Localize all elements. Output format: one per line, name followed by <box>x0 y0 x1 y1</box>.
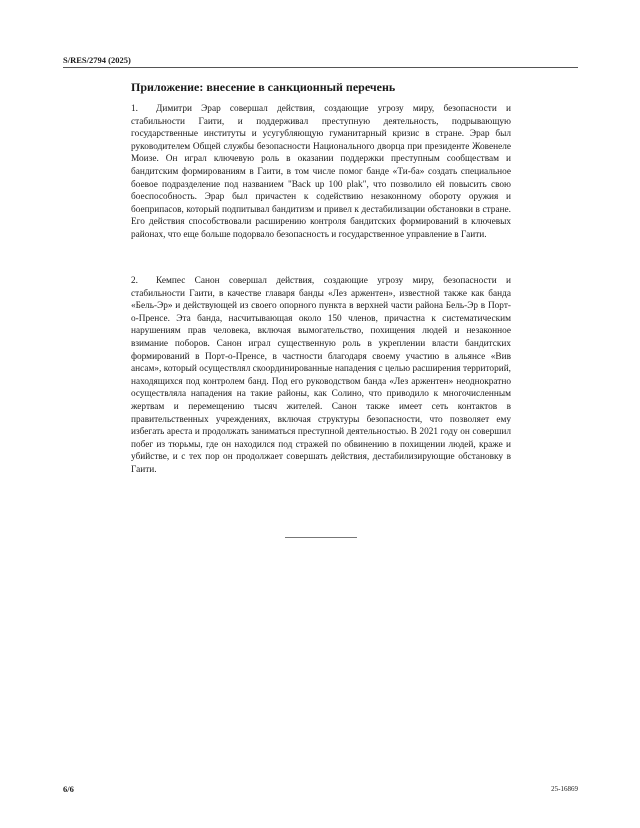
document-symbol: S/RES/2794 (2025) <box>63 55 131 65</box>
paragraph-text: Кемпес Санон совершал действия, создающие угрозу миру, безопасности и стабильности Гаити, в качестве главаря банды «Лез аржентен», известной также как банда «Бель-Эр» и действующей из своего опорного пункта в верхней части района Бель-Эр в Порт-о-Пренсе. Эта банда, насчитывающая около 150 членов, причастна к систематическим нарушениям прав человека, включая вымогательство, похищения людей и незаконное взимание поборов. Санон играл существенную роль в укреплении власти бандитских формирований в Порт-о-Пренсе, в частности благодаря своему участию в альянсе «Вив ансам», который осуществлял скоординированные нападения с целью расширения территорий, находящихся под контролем банд. Под его руководством банда «Лез аржентен» неоднократно осуществляла нападения на такие районы, как Солино, что приводило к многочисленным жертвам и перемещению тысяч жителей. Санон также имеет сеть контактов в правительственных учреждениях, включая структуры безопасности, что позволяет ему избегать ареста и продолжать заниматься преступной деятельностью. В 2021 году он совершил побег из тюрьмы, где он находился под стражей по обвинению в похищении людей, краже и убийстве, и с тех пор он продолжает совершать действия, дестабилизирующие обстановку в Гаити. <box>131 276 511 475</box>
paragraph-2 <box>131 275 511 477</box>
paragraph-number: 2. <box>131 276 138 286</box>
header-divider <box>63 67 578 68</box>
paragraph-text: Димитри Эрар совершал действия, создающие угрозу миру, безопасности и стабильности Гаити, и поддерживал преступную деятельность, подрывающую государственные институты и усугубляющую гуманитарный кризис в стране. Эрар был руководителем Общей службы безопасности Национального дворца при президенте Жовенеле Моизе. Он играл ключевую роль в оказании поддержки преступным сообществам и бандитским формированиям в Гаити, в том числе помог банде «Ти-ба» создать специальное боевое подразделение под названием "Back up 100 plak", что позволило ей повысить свою боеспособность. Эрар был причастен к содействию незаконному обороту оружия и боеприпасов, который подпитывал бандитизм и привел к дестабилизации обстановки в стране. Его действия способствовали расширению контроля бандитских формирований в ключевых районах, что еще больше подорвало безопасность и государственное управление в Гаити. <box>131 104 511 240</box>
page-number: 6/6 <box>63 784 74 794</box>
job-number: 25-16869 <box>551 785 578 793</box>
annex-title: Приложение: внесение в санкционный перечень <box>131 80 396 94</box>
end-of-document-rule <box>285 537 357 538</box>
paragraph-number: 1. <box>131 104 138 114</box>
paragraph-1 <box>131 103 511 242</box>
